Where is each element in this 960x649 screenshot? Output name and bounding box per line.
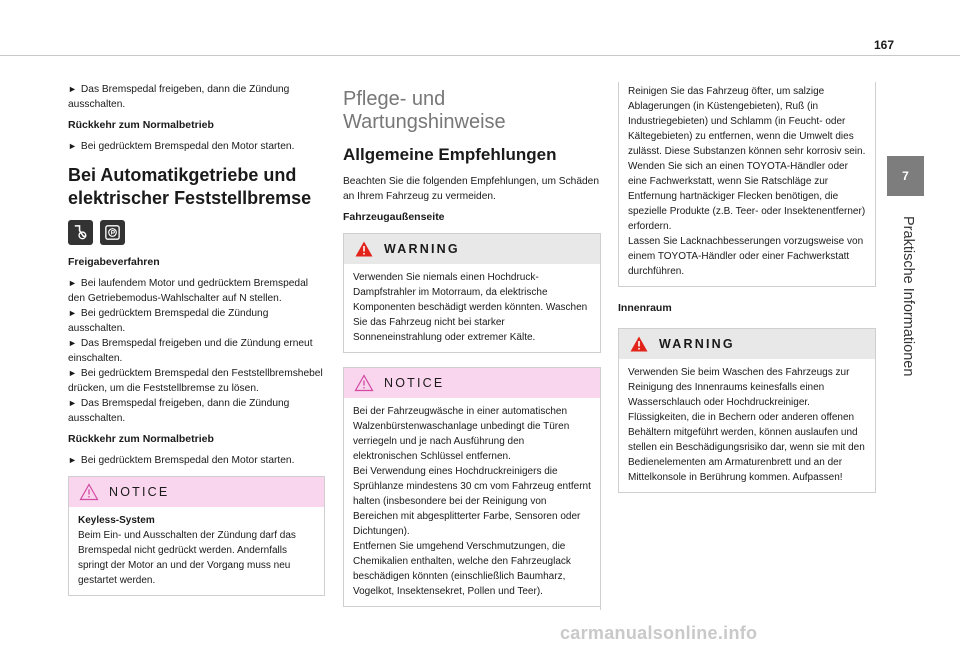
section-subheading: Rückkehr zum Normalbetrieb: [68, 433, 214, 445]
warning-box: [343, 233, 601, 353]
list-item: ► Das Bremspedal freigeben und die Zündung erneut einschalten.: [68, 338, 313, 364]
continued-box: [618, 82, 876, 287]
list-item: ► Das Bremspedal freigeben, dann die Zündung ausschalten.: [68, 84, 290, 110]
chapter-label: Praktische Informationen: [900, 216, 916, 377]
notice-header: [69, 477, 324, 507]
continued-body: [619, 82, 875, 286]
warning-text: Verwenden Sie niemals einen Hochdruck-Dampfstrahler im Motorraum, da elektrische Komponenten beschädigt werden könnten. Waschen Sie das Fahrzeug nicht bei starker Sonneneinstrahlung oder extremer Kälte.: [353, 272, 588, 343]
page-number: 167: [873, 38, 894, 52]
section-subheading: Fahrzeugaußenseite: [343, 211, 445, 223]
section-subheading: Rückkehr zum Normalbetrieb: [68, 119, 214, 131]
notice-header: [344, 368, 600, 398]
notice-text: Beim Ein- und Ausschalten der Zündung darf das Bremspedal nicht gedrückt werden. Andernfalls springt der Motor an und der Vorgang muss neu gestartet werden.: [78, 530, 296, 586]
arrow-icon: ►: [68, 455, 77, 465]
arrow-icon: ►: [68, 84, 77, 94]
list-item: ► Bei gedrücktem Bremspedal den Motor starten.: [68, 141, 295, 152]
notice-box: [68, 476, 325, 596]
chapter-tab[interactable]: 7: [887, 156, 924, 196]
arrow-icon: ►: [68, 368, 77, 378]
section-subheading: Freigabeverfahren: [68, 256, 160, 268]
notice-title: NOTICE: [109, 485, 170, 499]
list-item: ► Bei laufendem Motor und gedrücktem Bremspedal den Getriebemodus-Wahlschalter auf N stellen.: [68, 278, 308, 304]
warning-title: WARNING: [659, 337, 735, 351]
warning-body: [344, 264, 600, 352]
watermark: carmanualsonline.info: [560, 623, 758, 643]
page-title: Pflege- und Wartungshinweise: [343, 88, 506, 133]
notice-body: [69, 507, 324, 595]
warning-body: [619, 359, 875, 492]
top-rule: [0, 55, 960, 56]
warning-header: [344, 234, 600, 264]
column-1: [68, 82, 325, 596]
notice-text: Bei der Fahrzeugwäsche in einer automatischen Walzenbürstenwaschanlage unbedingt die Türen verriegeln und je nach Ausführung den elektronischen Schlüssel entfernen.: [353, 406, 570, 462]
continued-text: Reinigen Sie das Fahrzeug öfter, um salzige Ablagerungen (in Küstengebieten), Ruß (in Industriegebieten) und Schlamm (in Feucht- oder Kältegebieten) zu entfernen, wenn die Umwelt dies zulässt. Diese Substanzen können sehr korrosiv sein.: [628, 86, 866, 157]
column-divider: [600, 486, 601, 610]
parking-brake-icon: [100, 220, 125, 245]
notice-box: [343, 367, 601, 607]
list-item: ► Bei gedrücktem Bremspedal den Feststellbremshebel drücken, um die Feststellbremse zu lösen.: [68, 368, 323, 394]
warning-title: WARNING: [384, 242, 460, 256]
arrow-icon: ►: [68, 141, 77, 151]
section-subheading: Innenraum: [618, 302, 672, 314]
notice-triangle-icon: [79, 483, 99, 501]
intro-text: Beachten Sie die folgenden Empfehlungen, um Schäden an Ihrem Fahrzeug zu vermeiden.: [343, 176, 600, 202]
notice-subtitle: Keyless-System: [78, 515, 155, 526]
warning-triangle-icon: [354, 240, 374, 258]
warning-text: Verwenden Sie beim Waschen des Fahrzeugs zur Reinigung des Innenraums keinesfalls einen Wasserschlauch oder Hochdruckreiniger. Flüssigkeiten, die in Bechern oder anderen offenen Behältern mitgeführt werden, können auslaufen und stellen ein Beschädigungsrisiko dar, wenn sie mit den Bedienelementen am Armaturenbrett und an der Mittelkonsole in Berührung kommen. Aufpassen!: [628, 367, 865, 483]
column-2: [343, 82, 601, 607]
section-heading: Bei Automatikgetriebe und elektrischer Feststellbremse: [68, 165, 312, 208]
warning-triangle-icon: [629, 335, 649, 353]
list-item: ► Bei gedrücktem Bremspedal den Motor starten.: [68, 455, 295, 466]
arrow-icon: ►: [68, 308, 77, 318]
continued-text: Wenden Sie sich an einen TOYOTA-Händler oder eine Fachwerkstatt, wenn Sie Ratschläge zur Entfernung hartnäckiger Flecken benötigen, die spezielle Produkte (z.B. Teer- oder Insektenentferner) erfordern.: [628, 161, 866, 232]
arrow-icon: ►: [68, 278, 77, 288]
section-heading: Allgemeine Empfehlungen: [343, 145, 557, 164]
arrow-icon: ►: [68, 398, 77, 408]
notice-text: Bei Verwendung eines Hochdruckreinigers die Sprühlanze mindestens 30 cm vom Fahrzeug entfernt halten (insbesondere bei der Reinigung von Bereichen mit abgesplitterter Farbe, Sensoren oder Dichtungen).: [353, 466, 591, 537]
arrow-icon: ►: [68, 338, 77, 348]
icon-row: [68, 220, 325, 245]
notice-triangle-icon: [354, 374, 374, 392]
continued-text: Lassen Sie Lacknachbesserungen vorzugsweise von einem TOYOTA-Händler oder einer Fachwerkstatt durchführen.: [628, 236, 864, 277]
warning-box: [618, 328, 876, 493]
brake-pedal-icon: [68, 220, 93, 245]
column-3: [618, 82, 876, 493]
warning-header: [619, 329, 875, 359]
notice-title: NOTICE: [384, 376, 445, 390]
notice-text: Entfernen Sie umgehend Verschmutzungen, die Chemikalien enthalten, welche den Fahrzeuglack beschädigen könnten (einschließlich Baumharz, Vogelkot, Insektensekret, Pollen und Teer).: [353, 541, 571, 597]
notice-body: [344, 398, 600, 606]
list-item: ► Bei gedrücktem Bremspedal die Zündung ausschalten.: [68, 308, 269, 334]
list-item: ► Das Bremspedal freigeben, dann die Zündung ausschalten.: [68, 398, 290, 424]
